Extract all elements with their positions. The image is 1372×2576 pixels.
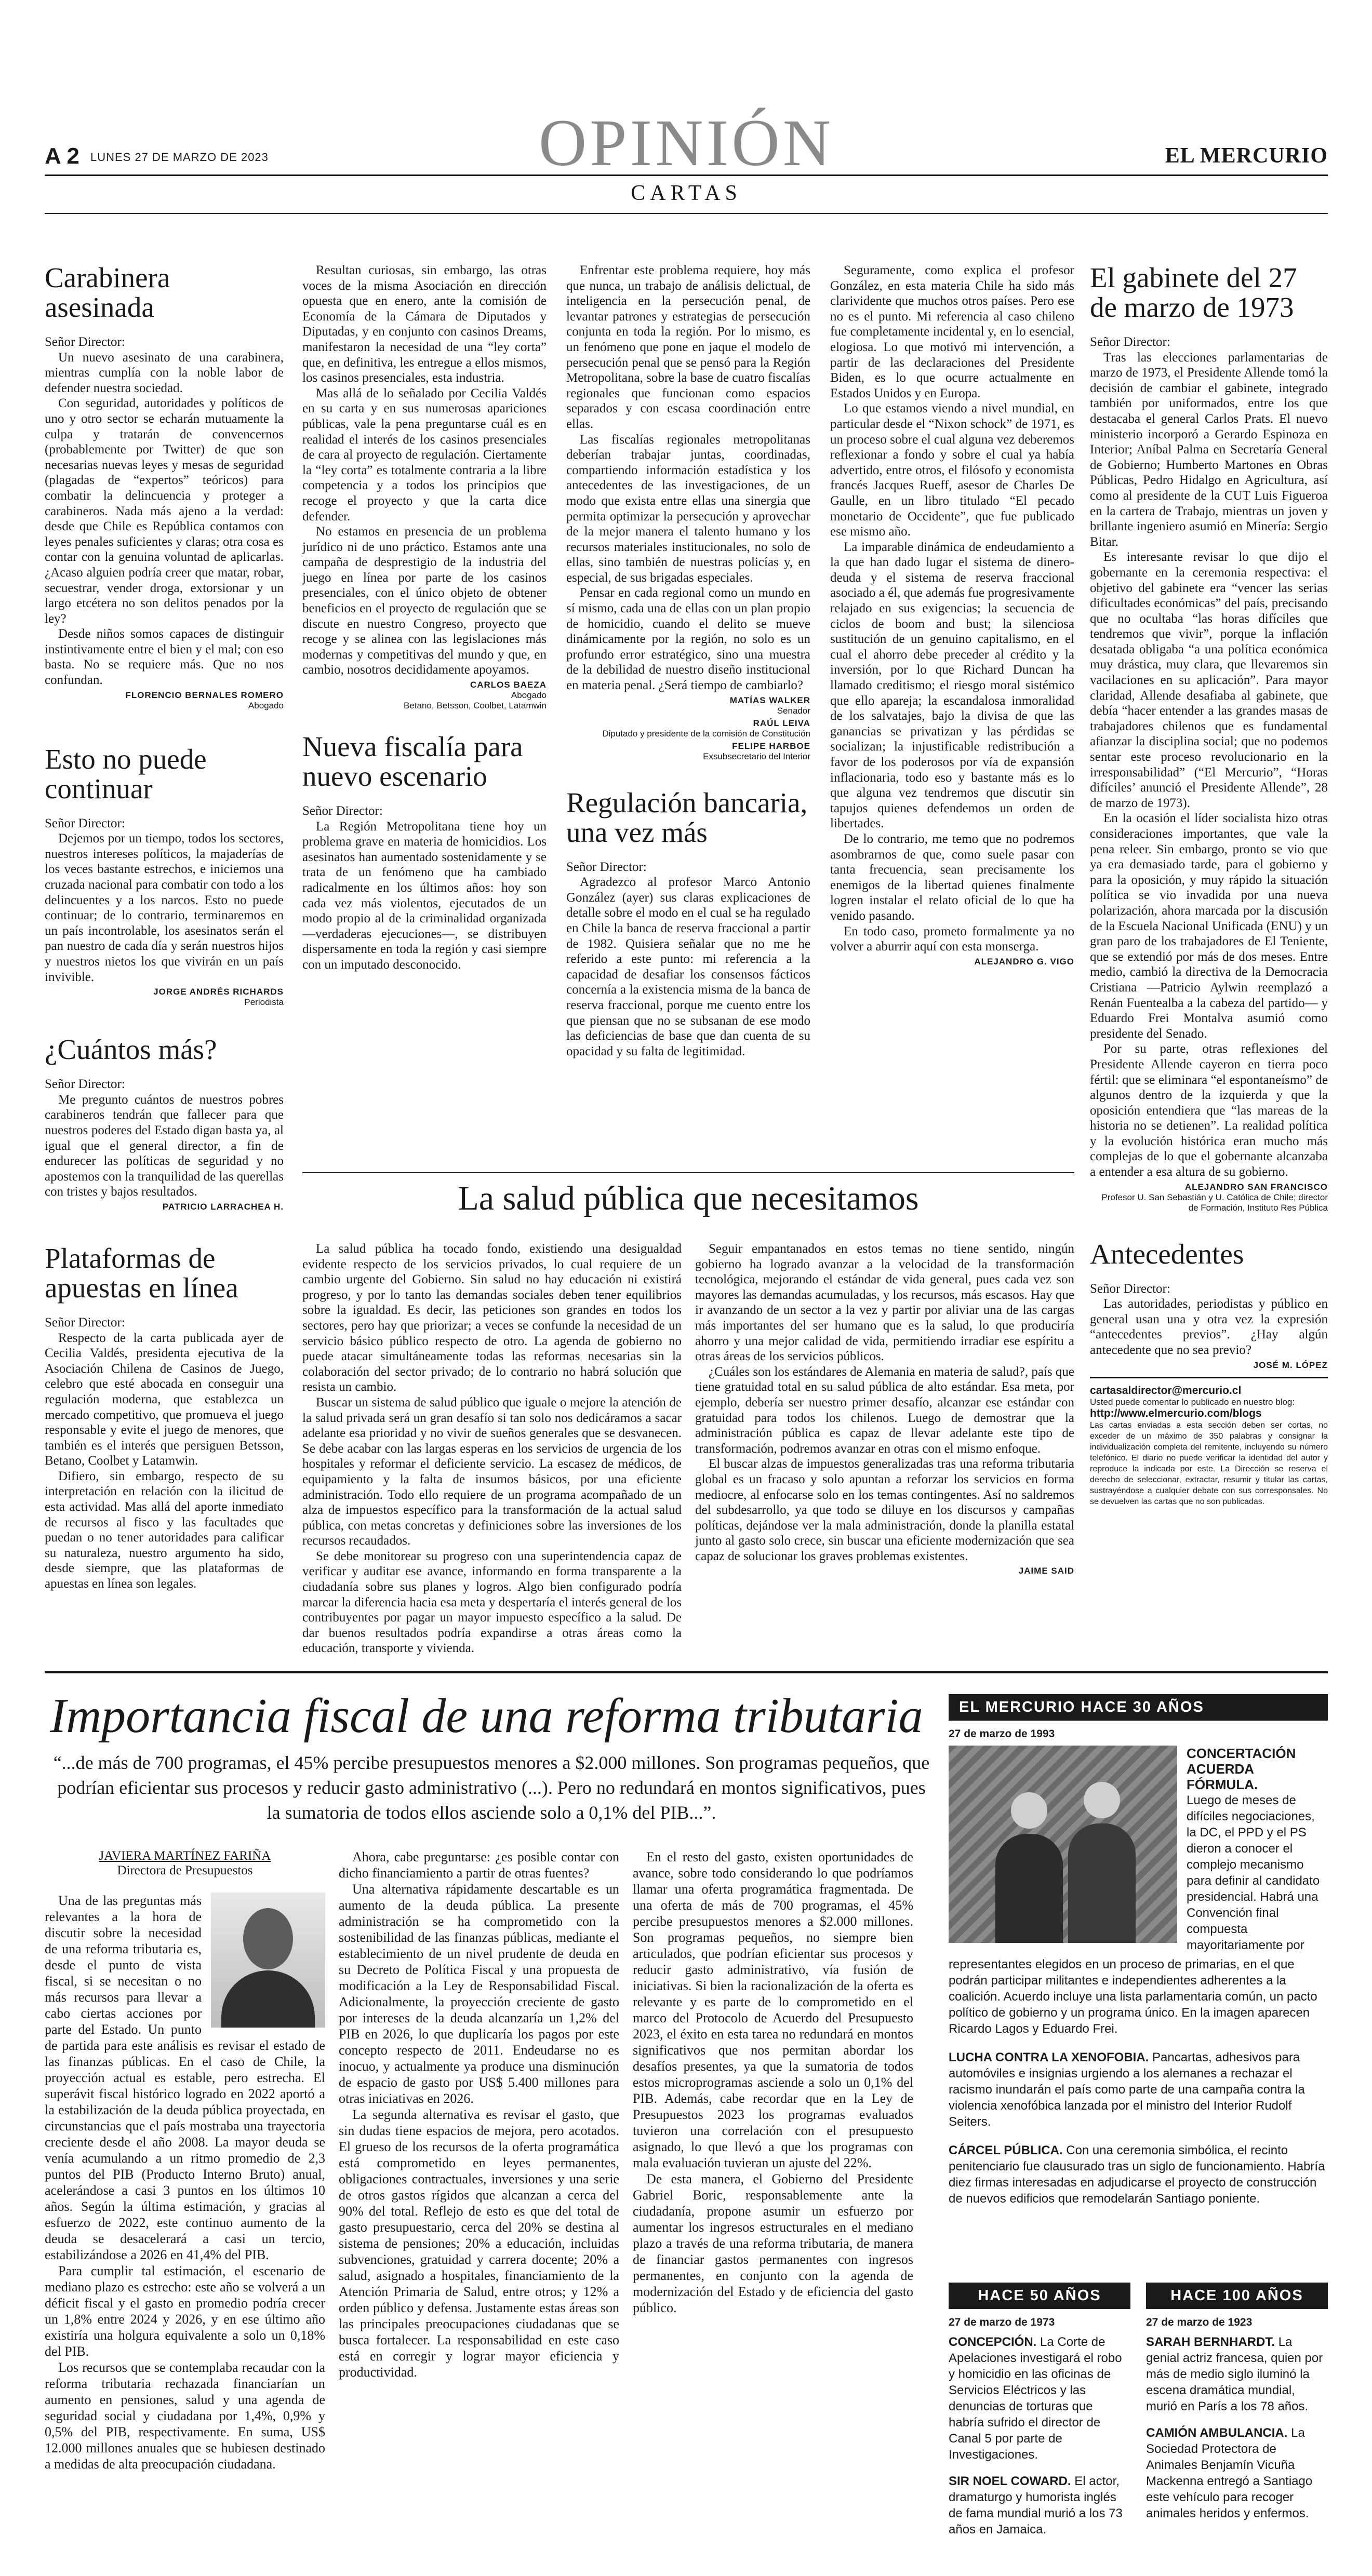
letter-paragraph: Seguramente, como explica el profesor González, en esta materia Chile ha sido más clarividente que muchos otros países. Pero ese no es el punto. Mi referencia al caso chileno fue completamente incidental y, en lo esencial, elogiosa. Lo que motivó mi intervención, a partir de las declaraciones del Presidente Biden, es lo que ocurre actualmente en Estados Unidos y en Europa. [830,263,1074,400]
column-paragraph: Para cumplir tal estimación, el escenario de mediano plazo es estrecho: este año se volverá a un déficit fiscal y el gasto en promedio podría crecer un 1,8% entre 2024 y 2026, y en ese último año existiría una holgura equivalente a solo un 0,18% del PIB. [45,2263,325,2359]
letter-signer-role: Diputado y presidente de la comisión de Constitución [602,728,810,739]
hace30-header: EL MERCURIO HACE 30 AÑOS [949,1694,1328,1721]
hace100-item-text: La Sociedad Protectora de Animales Benjamín Vicuña Mackenna entregó a Santiago este vehículo para recoger animales heridos y enfermos. [1146,2426,1313,2520]
photo-figure [995,1834,1063,1943]
letter-title: Antecedentes [1090,1238,1244,1270]
letter-paragraph: Un nuevo asesinato de una carabinera, mientras cumplía con la noble labor de defender nuestra sociedad. [45,350,284,395]
column-paragraph: Una de las preguntas más relevantes a la hora de discutir sobre la necesidad de una reforma tributaria es, desde el punto de vista fiscal, si se necesitan o no más recursos para llevar a cabo ciertas acciones por parte del Estado. Un punto de partida para este análisis es revisar el estado de las finanzas públicas. En el caso de Chile, la proyección actual es estable, pero estrecha. El superávit fiscal histórico logrado en 2022 aportó a la estabilización de la deuda pública proyectada, en circunstancias que el país mostraba una trayectoria creciente desde el año 2008. La mayor deuda se venía acumulando a un ritmo promedio de 2,3 puntos del PIB (Producto Interno Bruto) anual, acelerándose a casi 3 puntos en los últimos 10 años. Según la última estimación, y gracias al esfuerzo de 2022, este continuo aumento de la deuda se desacelerará a casi un tercio, estabilizándose a 2026 en 41,4% del PIB. [45,1893,325,2262]
column-paragraph: La segunda alternativa es revisar el gasto, que sin dudas tiene espacios de mejora, pero acotados. El grueso de los recursos de la oferta programática está comprometido en leyes permanentes, obligaciones contractuales, inversiones y una serie de otros gastos rígidos que alcanzan a cerca del 90% del total. Reflejo de esto es que del total de gasto presupuestario, cerca del 20% se destina al sistema de pensiones; 20% a educación, incluidas subvenciones, gratuidad y carrera docente; 20% a salud, asignado a hospitales, financiamiento de la Atención Primaria de Salud, entre otros; y 12% a orden público y defensa. Justamente estas áreas son las principales preocupaciones ciudadanas que se busca fortalecer. La responsabilidad en este caso está en corregir y lograr mayor eficiencia y productividad. [339,2107,619,2380]
contact-policy: Las cartas enviadas a esta sección deben ser cortas, no exceder de un máximo de 350 palabras y consignar la individualización completa del remitente, incluyendo su número telefónico. El diario no puede verificar la identidad del autor y reproduce la indicada por este. La Dirección se reserva el derecho de seleccionar, extractar, resumir y titular las cartas, sustrayéndose a cualquier debate con sus corresponsales. No se devuelven las cartas que no son publicadas. [1090,1420,1328,1506]
hace50-item-text: La Corte de Apelaciones investigará el robo y homicidio en las oficinas de Servicios Eléctricos y las denuncias de torturas que habría sufrido el director de Canal 5 por parte de Investigaciones. [949,2335,1122,2462]
letter-paragraph: Respecto de la carta publicada ayer de Cecilia Valdés, presidenta ejecutiva de la Asociación Chilena de Casinos de Juego, celebro que esté abocada en conseguir una regulación moderna, que establezca un mercado competitivo, que promueva el juego responsable y evite el juego de menores, que también es el interés que persiguen Betsson, Betano, Coolbet y Latamwin. [45,1331,284,1468]
column-paragraph: Ahora, cabe preguntarse: ¿es posible contar con dicho financiamiento a partir de otras fuentes? [339,1849,619,1881]
photo-figure [1084,1782,1120,1818]
editorial-paragraph: La salud pública ha tocado fondo, existiendo una desigualdad evidente respecto de los servicios privados, lo cual requiere de un cambio urgente del Gobierno. Sin salud no hay educación ni existirá progreso, y por lo tanto las demandas sociales deben tener equilibrios sobre la igualdad. Es decir, las peticiones son grandes en todos los sectores, pero hay que priorizar; a veces se confunde la necesidad de un servicio básico público respecto de otro. La agenda de gobierno no puede atacar simultáneamente todas las reformas necesarias sin la colaboración del sector privado; de lo contrario no habrá solución que resista un cambio. [302,1242,682,1394]
contact-note: Usted puede comentar lo publicado en nuestro blog: [1090,1397,1295,1407]
column-author: JAVIERA MARTÍNEZ FARIÑA [99,1849,271,1863]
hace30-item [949,2142,1328,2207]
hace50-box [949,2283,1130,2538]
letter-signer: ALEJANDRO G. VIGO [974,956,1074,967]
salutation: Señor Director: [45,1077,125,1092]
salutation: Señor Director: [45,816,125,830]
letter-paragraph: La Región Metropolitana tiene hoy un problema grave en materia de homicidios. Los asesinatos han aumentado sostenidamente y se trata de un fenómeno que ha cambiado radicalmente en los últimos años: hoy son cada vez más violentos, ejecutados de un modo propio al de la criminalidad organizada —verdaderas ejecuciones—, se distribuyen dispersamente en toda la región y casi siempre con un imputado desconocido. [302,819,547,972]
section-divider [45,1671,1328,1673]
column-title: Importancia fiscal de una reforma tributaria [50,1689,923,1743]
column-2 [302,263,547,973]
editorial-paragraph: ¿Cuáles son los estándares de Alemania en materia de salud?, país que tiene gratuidad total en su salud pública de alto estándar. Esa meta, por ejemplo, debería ser nuestro primer desafío, alcanzar ese estándar con gratuidad para todos los chilenos. Luego de demostrar que la administración pública es capaz de llevar adelante este tipo de transformación, podremos avanzar en otras con el mismo enfoque. [695,1364,1074,1456]
photo-figure [1011,1792,1047,1829]
hace50-date: 27 de marzo de 1973 [949,2316,1055,2328]
editorial-col-2 [695,1241,1074,1576]
salutation: Señor Director: [566,860,647,874]
hace30-item-title: LUCHA CONTRA LA XENOFOBIA. [949,2050,1149,2064]
contact-email[interactable]: cartasaldirector@mercurio.cl [1090,1384,1242,1397]
editorial-rule [302,1172,1074,1173]
masthead [45,106,1328,223]
salutation: Señor Director: [1090,1281,1170,1296]
letter-paragraph: Las autoridades, periodistas y público en general usan una y otra vez la expresión “antecedentes previos”. ¿Hay algún antecedente que no sea previo? [1090,1297,1328,1358]
letter-title: Esto no puede continuar [45,743,207,804]
section-title: OPINIÓN [538,106,834,180]
letter-signer-affiliation: Betano, Betsson, Coolbet, Latamwin [404,701,547,711]
letter-signer-role: Senador [777,705,810,716]
letter-paragraph: Dejemos por un tiempo, todos los sectores, nuestros intereses políticos, la majaderías de los veces bastante estrechos, e iniciemos una cruzada nacional para combatir con todo a los delincuentes y a los narcos. Esto no puede continuar; de lo contrario, terminaremos en un país incontrolable, los asesinatos serán el pan nuestro de cada día y serán nuestros hijos y nuestros nietos los que vivirán en un país invivible. [45,831,284,984]
hace100-item-title: CAMIÓN AMBULANCIA. [1146,2426,1288,2440]
letter-paragraph: Me pregunto cuántos de nuestros pobres carabineros tendrán que fallecer para que nuestros poderes del Estado digan basta ya, al igual que el general director, a fin de endurecer las políticas de seguridad y no apostemos con la tranquilidad de las querellas con tristes y bajos resultados. [45,1092,284,1199]
letter-signer-role: Abogado [248,700,284,710]
hace30-date: 27 de marzo de 1993 [949,1728,1055,1740]
editorial-paragraph: El buscar alzas de impuestos generalizadas tras una reforma tributaria global es un fracaso y solo apuntan a reforzar los servicios en forma mediocre, al enfocarse solo en los temas contingentes. Así no saldremos del subdesarrollo, ya que todo se diluye en los discursos y campañas políticas, dejándose ver la mala administración, donde la planilla estatal junto al gasto solo crece, sin buscar una eficiente modernización que sea capaz de solucionar los graves problemas existentes. [695,1457,1074,1563]
hace30-photo [949,1746,1177,1943]
header-rule-2 [45,213,1328,214]
letter-signer-role: Profesor U. San Sebastián y U. Católica de Chile; director de Formación, Instituto Res Pública [1101,1192,1328,1213]
letter-signer: JORGE ANDRÉS RICHARDS [153,987,284,997]
hace100-item-text: La genial actriz francesa, quien por más de medio siglo iluminó la escena dramática mundial, murió en París a los 78 años. [1146,2335,1323,2413]
page-number: A 2 [45,143,79,169]
hace50-item-title: CONCEPCIÓN. [949,2335,1037,2349]
letter-signer-role: Exsubsecretario del Interior [703,751,810,761]
page-date: LUNES 27 DE MARZO DE 2023 [90,151,269,164]
hace30-box [949,1694,1328,2207]
column-col-2 [339,1849,619,2380]
letter-signer: RAÚL LEIVA [753,718,810,728]
hace50-item [949,2334,1130,2463]
letter-signer: CARLOS BAEZA [470,680,547,690]
letter-signer: FELIPE HARBOE [732,741,810,751]
letter-signer: MATÍAS WALKER [729,695,810,705]
letter-paragraph: Con seguridad, autoridades y políticos de uno y otro sector se echarán mutuamente la culpa y tratarán de convencernos (probablemente por Twitter) de que son necesarias nuevas leyes y mesas de seguridad (plagadas de “expertos” teóricos) para combatir la delincuencia y proteger a carabineros. Nada más ajeno a la verdad: desde que Chile es República contamos con leyes penales suficientes y claras; otra cosa es contar con la genuina voluntad de aplicarlas. ¿Acaso alguien podría creer que matar, robar, secuestrar, vender droga, extorsionar y un largo etcétera no son delitos penados por la ley? [45,396,284,626]
column-paragraph: En el resto del gasto, existen oportunidades de avance, sobre todo considerando lo que podríamos llamar una oferta programática fragmentada. De una oferta de más de 700 programas, el 45% percibe presupuestos menores a $2.000 millones. Son programas pequeños, no siempre bien articulados, que podrían eficientar sus procesos y reducir gasto administrativo, vía fusión de iniciativas. Si bien la racionalización de la oferta es relevante y es parte de lo comprometido en el marco del Protocolo de Acuerdo del Presupuesto 2023, el éxito en esta tarea no redundará en montos significativos que nos permitan abordar los desafíos presentes, ya que la sumatoria de todos estos microprogramas asciende a solo un 0,1% del PIB. Además, cabe recordar que en la Ley de Presupuestos 2023 los programas evaluados tuvieron una correlación con el presupuesto asignado, lo que llevó a que los programas con mala evaluación tuvieran un ajuste del 22%. [633,1849,913,2170]
salutation: Señor Director: [1090,335,1170,349]
hace50-item [949,2473,1130,2538]
column-4 [830,263,1074,967]
column-1 [45,263,284,1592]
letter-paragraph: Enfrentar este problema requiere, hoy más que nunca, un trabajo de análisis delictual, de inteligencia en la persecución penal, de levantar patrones y estrategias de persecución conjunta en toda la región. Por lo mismo, es un fenómeno que pone en jaque el modelo de persecución penal que se pensó para la Región Metropolitana, sobre la base de cuatro fiscalías regionales que funcionan como espacios separados y con escasa coordinación entre ellas. [566,263,810,431]
author-photo [211,1893,325,2028]
header-rule [45,175,1328,176]
letter-title: Carabinera asesinada [45,262,170,323]
column-col-3 [633,1849,913,2316]
column-5 [1090,263,1328,1507]
letter-paragraph: De lo contrario, me temo que no podremos asombrarnos de que, como suele pasar con tanta frecuencia, sean precisamente los enemigos de la libertad quienes finalmente logren instalar el relato oficial de lo que ha venido pasando. [830,831,1074,923]
hace50-header: HACE 50 AÑOS [949,2283,1130,2309]
letter-title: Nueva fiscalía para nuevo escenario [302,731,523,793]
letter-paragraph: Lo que estamos viendo a nivel mundial, en particular desde el “Nixon schock” de 1971, es un proceso sobre el cual alguna vez deberemos reflexionar a fondo y sobre el cual ya había advertido, entre otros, el filósofo y economista francés Jacques Rueff, asesor de Charles De Gaulle, en un libro titulado “El pecado monetario de Occidente”, que fue publicado ese mismo año. [830,401,1074,539]
brand-logo: EL MERCURIO [1165,144,1328,168]
hace100-box [1146,2283,1328,2521]
column-col-1 [45,1849,325,2472]
contact-blog-link[interactable]: http://www.elmercurio.com/blogs [1090,1407,1262,1419]
salutation: Señor Director: [45,1315,125,1330]
contact-box [1090,1377,1328,1507]
letter-paragraph: En la ocasión el líder socialista hizo otras consideraciones importantes, que vale la pena releer. Sin embargo, pronto se vio que ya era demasiado tarde, para el gobierno y para la oposición, y muy rápido la situación política se vio invadida por una nueva polarización, ahora marcada por la discusión de la Escuela Nacional Unificada (ENU) y un gran paro de los trabajadores de El Teniente, que se extendió por más de dos meses. Entre medio, cambió la directiva de la Democracia Cristiana —Patricio Aylwin reemplazó a Renán Fuentealba a la cabeza del partido— y Eduardo Frei Montalva asumió como presidente del Senado. [1090,811,1328,1041]
letter-title: ¿Cuántos más? [45,1034,217,1066]
column-paragraph: Los recursos que se contemplaba recaudar con la reforma tributaria rechazada financiarían un aumento en pensiones, salud y una agenda de seguridad social y ciudadana por 1,4%, 0,9% y 0,5% del PIB, respectivamente. En suma, US$ 12.000 millones anuales que se hubiesen destinado a medidas de alta preocupación ciudadana. [45,2360,325,2472]
photo-shoulders [221,1970,315,2028]
hace50-item-title: SIR NOEL COWARD. [949,2474,1071,2488]
salutation: Señor Director: [45,335,125,349]
letter-paragraph: En todo caso, prometo formalmente ya no volver a aburrir aquí con esta monserga. [830,924,1074,954]
letter-signer: JOSÉ M. LÓPEZ [1253,1360,1328,1370]
hace30-lead-title: CONCERTACIÓN ACUERDA FÓRMULA. [1187,1746,1296,1792]
letter-signer: PATRICIO LARRACHEA H. [162,1201,284,1212]
hace100-item [1146,2334,1328,2414]
column-paragraph: De esta manera, el Gobierno del Presidente Gabriel Boric, responsablemente ante la ciudadanía, propone asumir un esfuerzo por aumentar los ingresos estructurales en el mediano plazo a través de una reforma tributaria, de manera de financiar gastos permanentes con ingresos permanentes, en conjunto con la agenda de modernización del Estado y de eficiencia del gasto público. [633,2171,913,2315]
salutation: Señor Director: [302,804,383,819]
letter-paragraph: Difiero, sin embargo, respecto de su interpretación en relación con la ilicitud de esta actividad. Mas allá del aporte inmediato de recursos al fisco y las facultades que puedan o no tener autoridades para calificar su naturaleza, nuestro argumento ha sido, desde siempre, que las plataformas de apuestas en línea son legales. [45,1469,284,1591]
letter-paragraph: Resultan curiosas, sin embargo, las otras voces de la misma Asociación en dirección opuesta que en enero, ante la comisión de Economía de la Cámara de Diputados y Diputadas, y en conjunto con casinos Dreams, manifestaron la necesidad de una “ley corta” que, en definitiva, les entregue a ellos mismos, los casinos presenciales, esta industria. [302,263,547,385]
column-paragraph: Una alternativa rápidamente descartable es un aumento de la deuda pública. La presente administración se ha comprometido con la sostenibilidad de las finanzas públicas, mediante el establecimiento de un nivel prudente de deuda en su Decreto de Política Fiscal y una propuesta de modificación a la Ley de Responsabilidad Fiscal. Adicionalmente, la proyección creciente de gasto por intereses de la deuda alcanzaría un 1,2% del PIB en 2026, lo que duplicaría los pagos por este concepto respecto de 2011. Endeudarse no es inocuo, y actualmente ya produce una disminución de espacio de gasto por US$ 5.400 millones para otras iniciativas en 2026. [339,1882,619,2106]
letter-paragraph: La imparable dinámica de endeudamiento a la que han dado lugar el sistema de dinero-deuda y el sistema de reserva fraccional asociado a él, que además fue progresivamente relajado en sus exigencias; la secuencia de ciclos de boom and bust; la silenciosa sustitución de un genuino capitalismo, en el cual el ahorro debe preceder al crédito y la inversión, por lo que Richard Duncan ha llamado creditismo; el riesgo moral sistémico que ello apareja; la escandalosa inmoralidad de los salvatajes, bajo la divisa de que las ganancias se privatizan y las pérdidas se socializan; la injustificable redistribución a favor de los poderosos por vía de expansión inflacionaria, todo eso y bastante más es lo que alguna vez tendremos que discutir sin tapujos quienes defendemos un orden de libertades. [830,540,1074,831]
editorial-signer: JAIME SAID [1018,1566,1074,1576]
letter-title: Plataformas de apuestas en línea [45,1242,238,1304]
hace100-item-title: SARAH BERNHARDT. [1146,2335,1275,2349]
letter-title: Regulación bancaria, una vez más [566,786,808,848]
photo-figure [1068,1823,1136,1943]
letter-paragraph: Desde niños somos capaces de distinguir instintivamente entre el bien y el mal; con eso basta. No se requiere más. Que no nos confundan. [45,627,284,688]
photo-head [243,1908,293,1969]
letter-paragraph: Es interesante revisar lo que dijo el gobernante en la ceremonia respectiva: el objetivo del gabinete era “vencer las serias dificultades económicas” del país, precisando que no ocultaba “las horas difíciles que tendremos que vivir”, porque la inflación desatada obligaba “a una política económica muy drástica, muy clara, que llevaremos sin vacilaciones en su aplicación”. Para mayor claridad, Allende desafiaba al gabinete, que debía “hacer entender a las grandes masas de trabajadores chilenos que es fundamental afianzar la disciplina social; que no podemos sentar este proceso revolucionario en la irresponsabilidad” (“El Mercurio”, “Horas difíciles’ anunció el Presidente Allende”, 28 de marzo de 1973). [1090,550,1328,810]
letter-title: El gabinete del 27 de marzo de 1973 [1090,262,1297,323]
letter-paragraph: Por su parte, otras reflexiones del Presidente Allende cayeron en tierra poco fértil: que se eliminara “el espontaneísmo” de algunos dentro de la izquierda y que la oposición entendiera que “las mareas de la historia no se detienen”. La realidad política y la evolución histórica eran mucho más complejas de lo que el gobernante alcanzaba a entender a esa altura de su gobierno. [1090,1042,1328,1179]
hace100-header: HACE 100 AÑOS [1146,2283,1328,2309]
letter-signer: FLORENCIO BERNALES ROMERO [125,690,284,700]
column-quote: “...de más de 700 programas, el 45% percibe presupuestos menores a $2.000 millones. Son programas pequeños, que podrían eficientar sus procesos y reducir gasto administrativo (...). Pero no redundará en montos significativos, pues la sumatoria de todos ellos asciende solo a 0,1% del PIB...”. [53,1752,930,1823]
column-author-role: Directora de Presupuestos [117,1863,253,1877]
letter-paragraph: Tras las elecciones parlamentarias de marzo de 1973, el Presidente Allende tomó la decisión de cambiar el gabinete, integrado también por uniformados, entre los que destacaba el general Carlos Prats. El nuevo ministerio incorporó a Gerardo Espinoza en Interior; Aníbal Palma en Secretaría General de Gobierno; Humberto Martones en Obras Públicas, Pedro Hidalgo en Agricultura, así como al presidente de la CUT Luis Figueroa en la cartera de Trabajo, mientras un joven y brillante ingeniero asumió en Minería: Sergio Bitar. [1090,350,1328,549]
letter-paragraph: Agradezco al profesor Marco Antonio González (ayer) sus claras explicaciones de detalle sobre el modo en el cual se ha regulado en Chile la banca de reserva fraccional a partir de 1982. Quisiera señalar que no me he referido a este punto: mi referencia a la capacidad de desafiar los consensos fácticos concernía a la existencia misma de la banca de reserva fraccional, porque me cuento entre los que piensan que no se subsanan de ese modo las deficiencias de base que dan cuenta de su opacidad y su falta de legitimidad. [566,875,810,1058]
hace50-item-text: El actor, dramaturgo y humorista inglés de fama mundial murió a los 73 años en Jamaica. [949,2474,1123,2537]
subsection-title: CARTAS [631,181,742,205]
hace30-item-text: Con una ceremonia simbólica, el recinto penitenciario fue clausurado tras un siglo de funcionamiento. Habría diez firmas interesadas en adjudicarse el proyecto de construcción de nuevos edificios que remodelarán Santiago poniente. [949,2143,1325,2206]
hace30-item-text: Pancartas, adhesivos para automóviles e insignias urgiendo a los alemanes a rechazar el racismo inundarán el país como parte de una campaña contra la violencia xenofóbica lanzada por el ministro del Interior Rudolf Seiters. [949,2050,1305,2129]
hace30-item [949,2049,1328,2130]
hace30-lead-cont: representantes elegidos en un proceso de primarias, en el que podrán participar militantes e independientes adherentes a la coalición. Acuerdo incluye una lista parlamentaria común, un pacto político de gobierno y un programa único. En la imagen aparecen Ricardo Lagos y Eduardo Frei. [949,1957,1317,2036]
editorial-title: La salud pública que necesitamos [458,1179,919,1217]
letter-paragraph: No estamos en presencia de un problema jurídico ni de uno práctico. Estamos ante una campaña de desprestigio de la industria del juego en línea por parte de los casinos presenciales, con el único objeto de obtener beneficios en el proyecto de regulación que se discute en nuestro Congreso, proyecto que recoge y se alinea con las legislaciones más modernas y competitivas del mundo y que, en cambio, nosotros decididamente apoyamos. [302,525,547,677]
column-3 [566,263,810,1059]
editorial-paragraph: Buscar un sistema de salud público que iguale o mejore la atención de la salud privada será un gran desafío si tan solo nos dedicáramos a sacar adelante esa prioridad y no vivir de sueños generales que se desvanecen. Se debe acabar con las largas esperas en los servicios de urgencia de los hospitales y reformar el deficiente servicio. La escasez de médicos, de equipamiento y la falta de insumos básicos, por una eficiente administración. Todo ello requiere de un programa acompañado de un alza de impuestos específico para la transformación de la actual salud pública, con metas concretas y definiciones sobre las inversiones de los recursos recaudados. [302,1395,682,1548]
hace100-item [1146,2425,1328,2521]
letter-signer-role: Periodista [244,997,284,1008]
letter-paragraph: Las fiscalías regionales metropolitanas deberían trabajar juntas, coordinadas, compartiendo información estadística y los antecedentes de las investigaciones, de un modo que exista entre ellas una sinergia que permita optimizar la persecución y aprovechar de la mejor manera el talento humano y los recursos materiales institucionales, no solo de ellas, sino también de nuestras policías y, en especial, de sus brigadas especiales. [566,432,810,585]
hace30-lead-text: Luego de meses de difíciles negociaciones, la DC, el PPD y el PS dieron a conocer el complejo mecanismo para definir al candidato presidencial. Habrá una Convención final compuesta mayoritariamente por [1187,1793,1320,1952]
letter-paragraph: Mas allá de lo señalado por Cecilia Valdés en su carta y en sus numerosas apariciones públicas, vale la pena preguntarse cuál es en realidad el interés de los casinos presenciales de cara al proyecto de regulación. Ciertamente la “ley corta” es totalmente contraria a la libre competencia y a todos los principios que recoge el proyecto y que la carta dice defender. [302,386,547,524]
editorial-col-1 [302,1241,682,1656]
letter-signer: ALEJANDRO SAN FRANCISCO [1184,1182,1328,1192]
editorial-paragraph: Se debe monitorear su progreso con una superintendencia capaz de verificar y auditar ese avance, informando en forma transparente a la ciudadanía sobre sus planes y logros. Algo bien configurado podría marcar la diferencia hacia esa meta y despertaría el interés general de los contribuyentes por pagar un mayor impuesto específico a la salud. De dar buenos resultados podría expandirse a otras áreas como la educación, transporte y vivienda. [302,1549,682,1656]
editorial-paragraph: Seguir empantanados en estos temas no tiene sentido, ningún gobierno ha logrado avanzar a la velocidad de la transformación tecnológica, mejorando el estándar de vida general, pues cada vez son mayores las demandas acumuladas, y los recursos, más escasos. Hay que ir avanzando de un sector a la vez y partir por aliviar una de las cargas más importantes del ser humano que es la salud, lo que produciría ahorro y una mejor calidad de vida, permitiendo irradiar ese espíritu a otras áreas de los servicios públicos. [695,1242,1074,1364]
letter-signer-role: Abogado [511,690,547,701]
letter-paragraph: Pensar en cada regional como un mundo en sí mismo, cada una de ellas con un plan propio de homicidio, cuando el delito se mueve dinámicamente por la región, no solo es un profundo error estratégico, sino una muestra de la debilidad de nuestro diseño institucional en materia penal. ¿Será tiempo de cambiarlo? [566,586,810,693]
hace100-date: 27 de marzo de 1923 [1146,2316,1253,2328]
hace30-item-title: CÁRCEL PÚBLICA. [949,2143,1063,2157]
